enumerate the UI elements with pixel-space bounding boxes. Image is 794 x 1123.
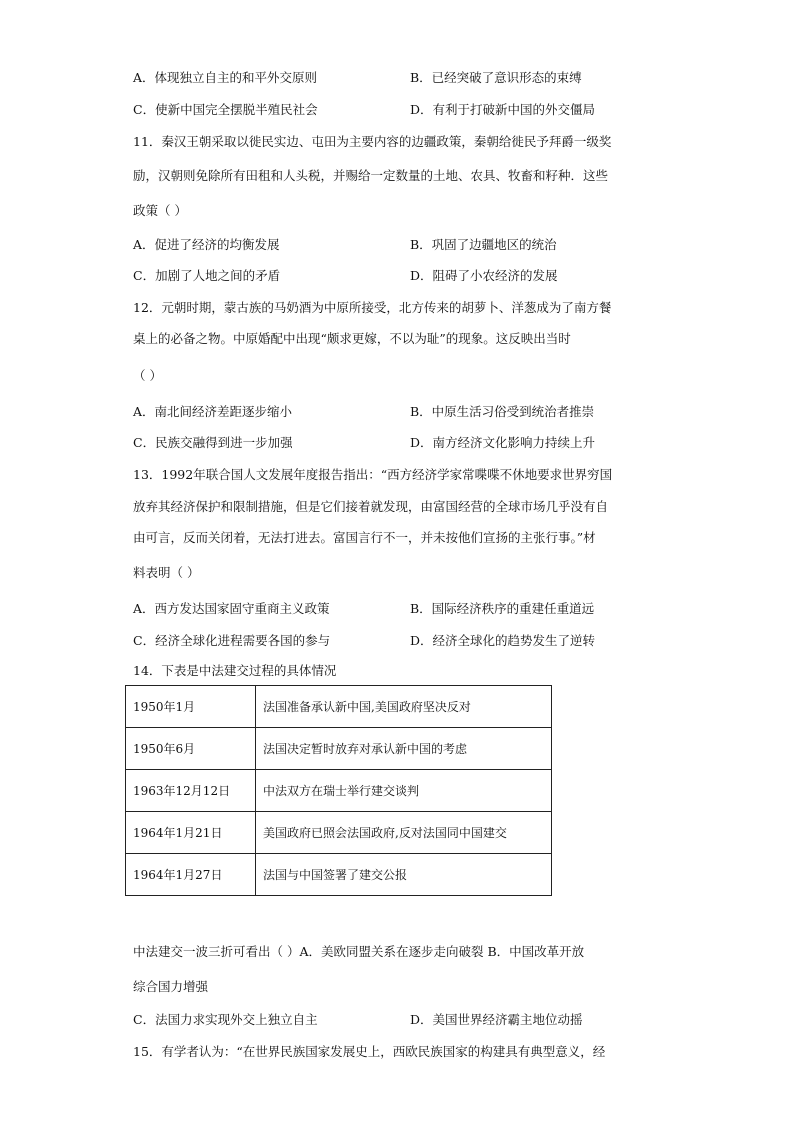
q13-option-c: C．经济全球化进程需要各国的参与 — [133, 633, 331, 648]
q14-option-c: C．法国力求实现外交上独立自主 — [133, 1012, 318, 1027]
table-cell-date: 1950年1月 — [126, 686, 256, 728]
q11-stem-line1: 11．秦汉王朝采取以徙民实边、屯田为主要内容的边疆政策，秦朝给徙民予拜爵一级奖 — [133, 134, 612, 149]
q12-stem-line2: 桌上的必备之物。中原婚配中出现“颇求更嫁，不以为耻”的现象。这反映出当时 — [133, 331, 571, 346]
table-cell-event: 中法双方在瑞士举行建交谈判 — [256, 770, 552, 812]
table-row — [126, 812, 552, 854]
q12-option-a: A．南北间经济差距逐步缩小 — [133, 404, 293, 419]
q10-option-a: A．体现独立自主的和平外交原则 — [133, 70, 318, 85]
table-row — [126, 728, 552, 770]
table-cell-date: 1964年1月21日 — [126, 812, 256, 854]
q14-table — [125, 685, 552, 896]
q11-option-a: A．促进了经济的均衡发展 — [133, 237, 280, 252]
table-cell-event: 法国准备承认新中国,美国政府坚决反对 — [256, 686, 552, 728]
table-cell-event: 法国决定暂时放弃对承认新中国的考虑 — [256, 728, 552, 770]
table-row — [126, 854, 552, 896]
q12-stem-line3: （ ） — [133, 368, 162, 383]
q14-stem-line1: 中法建交一波三折可看出（ ）A．美欧同盟关系在逐步走向破裂 B．中国改革开放 — [133, 944, 585, 959]
table-cell-date: 1964年1月27日 — [126, 854, 256, 896]
q10-option-c: C．使新中国完全摆脱半殖民社会 — [133, 102, 318, 117]
table-cell-event: 法国与中国签署了建交公报 — [256, 854, 552, 896]
q11-option-c: C．加剧了人地之间的矛盾 — [133, 268, 281, 283]
q12-option-b: B．中原生活习俗受到统治者推崇 — [410, 404, 595, 419]
q13-stem-line1: 13．1992年联合国人文发展年度报告指出：“西方经济学家常喋喋不休地要求世界穷国 — [133, 467, 613, 482]
q10-option-b: B．已经突破了意识形态的束缚 — [410, 70, 582, 85]
q13-option-b: B．国际经济秩序的重建任重道远 — [410, 601, 595, 616]
table-cell-event: 美国政府已照会法国政府,反对法国同中国建交 — [256, 812, 552, 854]
table-cell-date: 1963年12月12日 — [126, 770, 256, 812]
q11-option-d: D．阻碍了小农经济的发展 — [410, 268, 558, 283]
q14-option-d: D．美国世界经济霸主地位动摇 — [410, 1012, 583, 1027]
table-cell-date: 1950年6月 — [126, 728, 256, 770]
q10-option-d: D．有利于打破新中国的外交僵局 — [410, 102, 596, 117]
q13-stem-line3: 由可言，反而关闭着，无法打进去。富国言行不一，并未按他们宣扬的主张行事。”材 — [133, 530, 596, 545]
q14-stem-line2: 综合国力增强 — [133, 979, 209, 994]
table-row — [126, 686, 552, 728]
q13-option-d: D．经济全球化的趋势发生了逆转 — [410, 633, 596, 648]
q14-intro: 14．下表是中法建交过程的具体情况 — [133, 663, 337, 678]
q11-stem-line3: 政策（ ） — [133, 203, 187, 218]
table-row — [126, 770, 552, 812]
q11-stem-line2: 励，汉朝则免除所有田租和人头税，并赐给一定数量的土地、农具、牧畜和籽种．这些 — [133, 168, 609, 183]
q12-option-c: C．民族交融得到进一步加强 — [133, 435, 293, 450]
q13-option-a: A．西方发达国家固守重商主义政策 — [133, 601, 330, 616]
q13-stem-line2: 放弃其经济保护和限制措施，但是它们接着就发现，由富国经营的全球市场几乎没有自 — [133, 499, 609, 514]
q12-option-d: D．南方经济文化影响力持续上升 — [410, 435, 596, 450]
q13-stem-line4: 料表明（ ） — [133, 565, 200, 580]
q15-stem-line1: 15．有学者认为：“在世界民族国家发展史上，西欧民族国家的构建具有典型意义，经 — [133, 1044, 606, 1059]
q12-stem-line1: 12．元朝时期，蒙古族的马奶酒为中原所接受，北方传来的胡萝卜、洋葱成为了南方餐 — [133, 300, 612, 315]
q11-option-b: B．巩固了边疆地区的统治 — [410, 237, 557, 252]
